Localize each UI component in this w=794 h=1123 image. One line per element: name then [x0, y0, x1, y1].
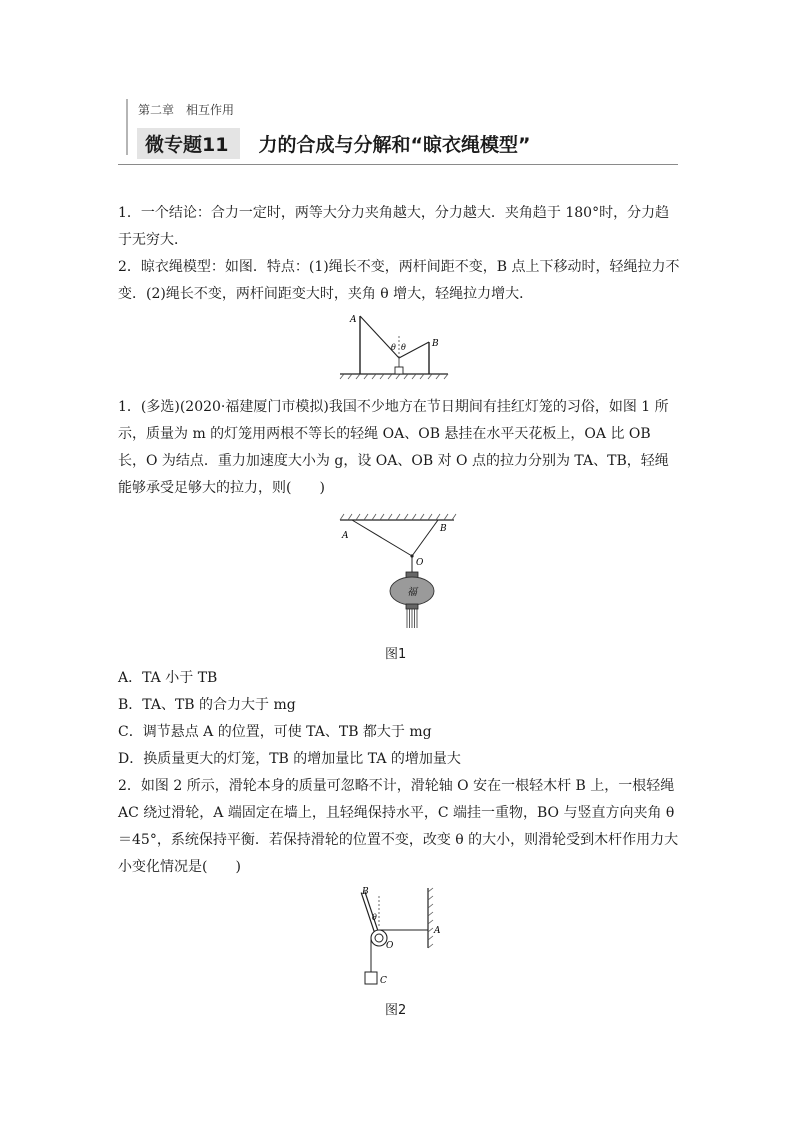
figure-2-caption: 图2 — [385, 1003, 407, 1018]
fig1-label-a: A — [342, 531, 349, 541]
q1-stem: 1．(多选)(2020·福建厦门市模拟)我国不少地方在节日期间有挂红灯笼的习俗，如图 1 所示，质量为 m 的灯笼用两根不等长的轻绳 OA、OB 悬挂在水平天花板上，OA 比 OB 长，O 为结点．重力加速度大小为 g，设 OA、OB 对 O 点的拉力分别为 TA、TB，轻绳能够承受足够大的拉力，则( ) — [118, 399, 669, 496]
header-divider — [118, 164, 678, 165]
fig0-theta-right: θ — [401, 343, 406, 352]
fig2-label-o: O — [386, 941, 394, 951]
q2-stem: 2．如图 2 所示，滑轮本身的质量可忽略不计，滑轮轴 O 安在一根轻木杆 B 上，一根轻绳 AC 绕过滑轮，A 端固定在墙上，且轻绳保持水平，C 端挂一重物，BO 与竖直方向夹角 θ＝45°，系统保持平衡．若保持滑轮的位置不变，改变 θ 的大小，则滑轮受到木杆作用力大小变化情况是( ) — [118, 778, 679, 875]
chapter-label: 第二章 相互作用 — [138, 103, 235, 117]
figure-1-caption: 图1 — [385, 647, 407, 662]
pulley-figure — [350, 884, 450, 992]
fig1-label-b: B — [440, 524, 447, 534]
fig0-theta-left: θ — [391, 343, 396, 352]
page-title — [137, 128, 530, 158]
header-accent-bar — [126, 99, 128, 155]
q1-option-a: A．TA 小于 TB — [118, 670, 218, 686]
q1-option-b: B．TA、TB 的合力大于 mg — [118, 697, 296, 713]
lantern-figure — [338, 512, 458, 636]
fig2-theta: θ — [372, 913, 377, 922]
fig1-label-o: O — [416, 558, 424, 568]
clothesline-model-figure — [336, 310, 456, 382]
q1-option-d: D．换质量更大的灯笼，TB 的增加量比 TA 的增加量大 — [118, 751, 461, 767]
topic-title: 力的合成与分解和“晾衣绳模型” — [258, 133, 531, 156]
fig2-label-b: B — [362, 887, 369, 897]
intro-point-2: 2．晾衣绳模型：如图．特点：(1)绳长不变，两杆间距不变，B 点上下移动时，轻绳拉力不变．(2)绳长不变，两杆间距变大时，夹角 θ 增大，轻绳拉力增大． — [118, 259, 680, 302]
fig2-label-a: A — [434, 926, 441, 936]
fig0-label-a: A — [350, 315, 357, 325]
lantern-character: 福 — [407, 587, 417, 598]
fig0-label-b: B — [432, 339, 439, 349]
q1-option-c: C．调节悬点 A 的位置，可使 TA、TB 都大于 mg — [118, 724, 432, 740]
topic-number: 微专题11 — [137, 128, 240, 159]
intro-point-1: 1．一个结论：合力一定时，两等大分力夹角越大，分力越大．夹角趋于 180°时，分力趋于无穷大． — [118, 205, 670, 248]
fig2-label-c: C — [380, 976, 387, 986]
